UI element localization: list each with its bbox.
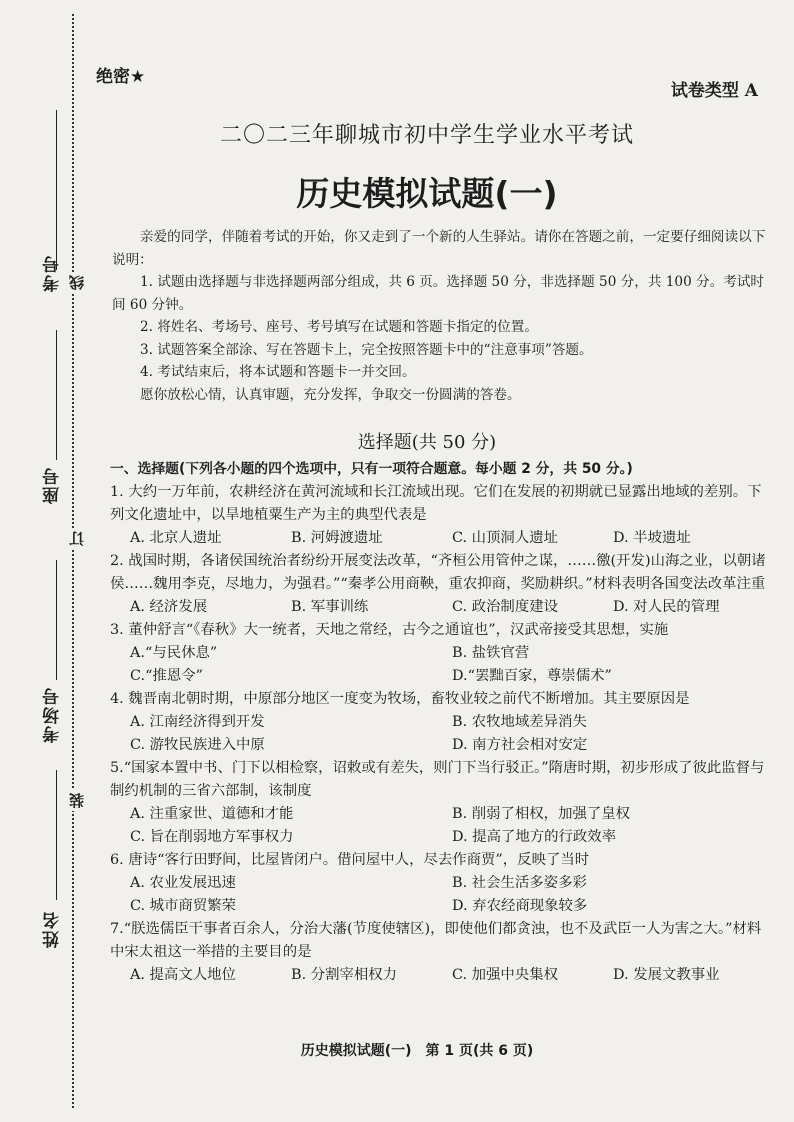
seat-no-label: 座号 [43, 466, 63, 504]
option-b: B. 削弱了相权，加强了皇权 [452, 806, 631, 822]
option-c: C. 加强中央集权 [452, 967, 558, 983]
question-stem: 2. 战国时期，各诸侯国统治者纷纷开展变法改革，“齐桓公用管仲之谋，……徼(开发)山海之业，以朝诸侯……魏用李克，尽地力，为强君。”“秦孝公用商鞅，重农抑商，奖励耕织。”材料表明各国变法改革注重 [110, 553, 766, 592]
questions-area [110, 458, 774, 987]
rule-item: 4. 考试结束后，将本试题和答题卡一并交回。 [140, 364, 416, 380]
question-item [110, 481, 774, 550]
page-title: 历史模拟试题(一) [296, 174, 558, 213]
question-stem: 4. 魏晋南北朝时期，中原部分地区一度变为牧场，畜牧业较之前代不断增加。其主要原因是 [110, 691, 690, 707]
instructions-block [112, 226, 772, 406]
option-a: A. 提高文人地位 [130, 967, 236, 983]
question-item [110, 849, 774, 918]
option-c: C. 山顶洞人遗址 [452, 530, 558, 546]
option-d: D. 弃农经商现象较多 [452, 898, 588, 914]
question-item [110, 550, 774, 619]
rule-item: 3. 试题答案全部涂、写在答题卡上，完全按照答题卡中的“注意事项”答题。 [140, 341, 593, 358]
option-d: D. 半坡遗址 [613, 530, 691, 546]
exam-title: 二〇二三年聊城市初中学生学业水平考试 [219, 123, 634, 148]
rule-item: 2. 将姓名、考场号、座号、考号填写在试题和答题卡指定的位置。 [140, 319, 538, 335]
question-item [110, 619, 774, 688]
binding-word-staple: 订 [66, 528, 87, 549]
option-b: B. 盐铁官营 [452, 645, 530, 661]
option-d: D. 发展文教事业 [613, 967, 720, 983]
paper-type: 试卷类型 A [670, 81, 758, 101]
greeting: 亲爱的同学，伴随着考试的开始，你又走到了一个新的人生驿站。请你在答题之前，一定要仔细阅读以下说明： [112, 229, 766, 268]
option-b: B. 军事训练 [291, 599, 369, 615]
name-blank [56, 770, 57, 900]
option-b: B. 河姆渡遗址 [291, 530, 383, 546]
option-d: D.“罢黜百家，尊崇儒术” [452, 668, 612, 684]
page-footer: 历史模拟试题(一) 第 1 页(共 6 页) [300, 1043, 534, 1059]
option-c: C.“推恩令” [130, 668, 203, 684]
question-stem: 3. 董仲舒言“《春秋》大一统者，天地之常经，古今之通谊也”，汉武帝接受其思想，实施 [110, 622, 669, 638]
room-no-label: 考场号 [43, 686, 63, 743]
section-title: 选择题(共 50 分) [357, 432, 497, 453]
option-a: A. 经济发展 [130, 599, 208, 615]
option-d: D. 对人民的管理 [613, 599, 720, 615]
option-a: A.“与民休息” [130, 645, 218, 661]
rule-item: 1. 试题由选择题与非选择题两部分组成，共 6 页。选择题 50 分，非选择题 50 分，共 100 分。考试时间 60 分钟。 [112, 274, 765, 313]
option-d: D. 提高了地方的行政效率 [452, 829, 617, 845]
candidate-no-label: 考号 [43, 254, 63, 292]
question-stem: 6. 唐诗“客行田野间，比屋皆闭户。借问屋中人，尽去作商贾”，反映了当时 [110, 852, 590, 868]
question-item [110, 918, 774, 987]
question-stem: 7.“朕选儒臣干事者百余人，分治大藩(节度使辖区)，即使他们都贪浊，也不及武臣一人为害之大。”材料中宋太祖这一举措的主要目的是 [110, 921, 762, 960]
option-c: C. 游牧民族进入中原 [130, 737, 265, 753]
room-no-blank [56, 560, 57, 680]
option-c: C. 城市商贸繁荣 [130, 898, 236, 914]
option-a: A. 农业发展迅速 [130, 875, 236, 891]
binding-word-line: 线 [66, 272, 87, 293]
option-b: B. 分割宰相权力 [291, 967, 398, 983]
confidential-mark: 绝密★ [96, 67, 146, 87]
option-a: A. 注重家世、道德和才能 [130, 806, 294, 822]
option-c: C. 政治制度建设 [452, 599, 558, 615]
option-b: B. 农牧地域差异消失 [452, 714, 587, 730]
question-stem: 1. 大约一万年前，农耕经济在黄河流域和长江流域出现。它们在发展的初期就已显露出地域的差别。下列文化遗址中，以旱地植粟生产为主的典型代表是 [110, 484, 762, 523]
name-label: 姓名 [43, 910, 63, 948]
option-b: B. 社会生活多姿多彩 [452, 875, 587, 891]
binding-word-fold: 装 [66, 790, 87, 811]
option-a: A. 江南经济得到开发 [130, 714, 265, 730]
option-c: C. 旨在削弱地方军事权力 [130, 829, 294, 845]
option-a: A. 北京人遗址 [130, 530, 222, 546]
question-stem: 5.“国家本置中书、门下以相检察，诏敕或有差失，则门下当行驳正。”隋唐时期，初步形成了彼此监督与制约机制的三省六部制，该制度 [110, 760, 765, 799]
question-item [110, 757, 774, 849]
wish-line: 愿你放松心情，认真审题，充分发挥，争取交一份圆满的答卷。 [140, 386, 521, 403]
section-instruction: 一、选择题(下列各小题的四个选项中，只有一项符合题意。每小题 2 分，共 50 分。) [110, 461, 633, 477]
question-item [110, 688, 774, 757]
option-d: D. 南方社会相对安定 [452, 737, 588, 753]
